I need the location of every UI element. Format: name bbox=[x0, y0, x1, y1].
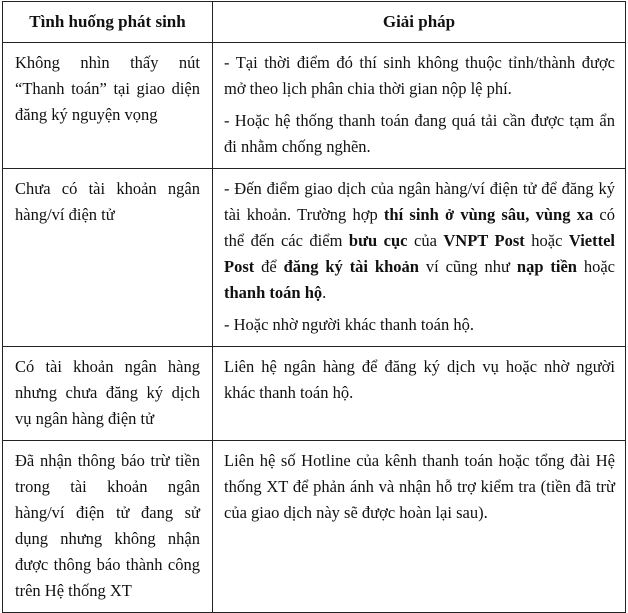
situation-cell: Đã nhận thông báo trừ tiền trong tài khoản ngân hàng/ví điện tử đang sử dụng nhưng không nhận được thông báo thành công trên Hệ thống XT bbox=[3, 441, 213, 613]
header-solution: Giải pháp bbox=[213, 2, 626, 43]
table-row bbox=[3, 169, 626, 347]
solution-paragraph: - Hoặc hệ thống thanh toán đang quá tải cần được tạm ẩn đi nhằm chống nghẽn. bbox=[224, 111, 615, 156]
situation-cell: Có tài khoản ngân hàng nhưng chưa đăng ký dịch vụ ngân hàng điện tử bbox=[3, 347, 213, 441]
solution-paragraph: - Hoặc nhờ người khác thanh toán hộ. bbox=[224, 315, 474, 334]
solution-paragraph bbox=[224, 176, 615, 306]
table-row bbox=[3, 347, 626, 441]
emphasis-pay-on-behalf: thanh toán hộ bbox=[224, 283, 323, 302]
header-row bbox=[3, 2, 626, 43]
table-row bbox=[3, 43, 626, 169]
text-run: hoặc bbox=[524, 231, 569, 250]
solution-cell bbox=[213, 43, 626, 169]
emphasis-vnpt-post: VNPT Post bbox=[443, 231, 525, 250]
text-run: . bbox=[322, 283, 327, 302]
solution-cell: Liên hệ ngân hàng để đăng ký dịch vụ hoặc nhờ người khác thanh toán hộ. bbox=[213, 347, 626, 441]
text-run: của bbox=[407, 231, 444, 250]
emphasis-register-account: đăng ký tài khoản bbox=[283, 257, 419, 276]
troubleshooting-table bbox=[2, 1, 626, 613]
emphasis-remote-area: thí sinh ở vùng sâu, vùng xa bbox=[383, 205, 594, 224]
solution-cell: Liên hệ số Hotline của kênh thanh toán hoặc tổng đài Hệ thống XT để phản ánh và nhận hỗ trợ kiểm tra (tiền đã trừ của giao dịch này sẽ được hoàn lại sau). bbox=[213, 441, 626, 613]
table-row bbox=[3, 441, 626, 613]
solution-paragraph: - Tại thời điểm đó thí sinh không thuộc tỉnh/thành được mở theo lịch phân chia thời gian nộp lệ phí. bbox=[224, 53, 615, 98]
text-run: có thể đến các điểm bbox=[224, 205, 615, 250]
text-run: - Đến điểm giao dịch của ngân hàng/ví điện tử để đăng ký tài khoản. Trường hợp bbox=[224, 179, 615, 224]
situation-cell: Không nhìn thấy nút “Thanh toán” tại giao diện đăng ký nguyện vọng bbox=[3, 43, 213, 169]
emphasis-post-office: bưu cục bbox=[348, 231, 408, 250]
header-situation: Tình huống phát sinh bbox=[3, 2, 213, 43]
situation-cell: Chưa có tài khoản ngân hàng/ví điện tử bbox=[3, 169, 213, 347]
text-run: hoặc bbox=[576, 257, 616, 276]
emphasis-top-up: nạp tiền bbox=[516, 257, 577, 276]
solution-cell bbox=[213, 169, 626, 347]
emphasis-viettel-post: Viettel Post bbox=[224, 231, 615, 276]
text-run: để bbox=[254, 257, 284, 276]
text-run: ví cũng như bbox=[418, 257, 517, 276]
